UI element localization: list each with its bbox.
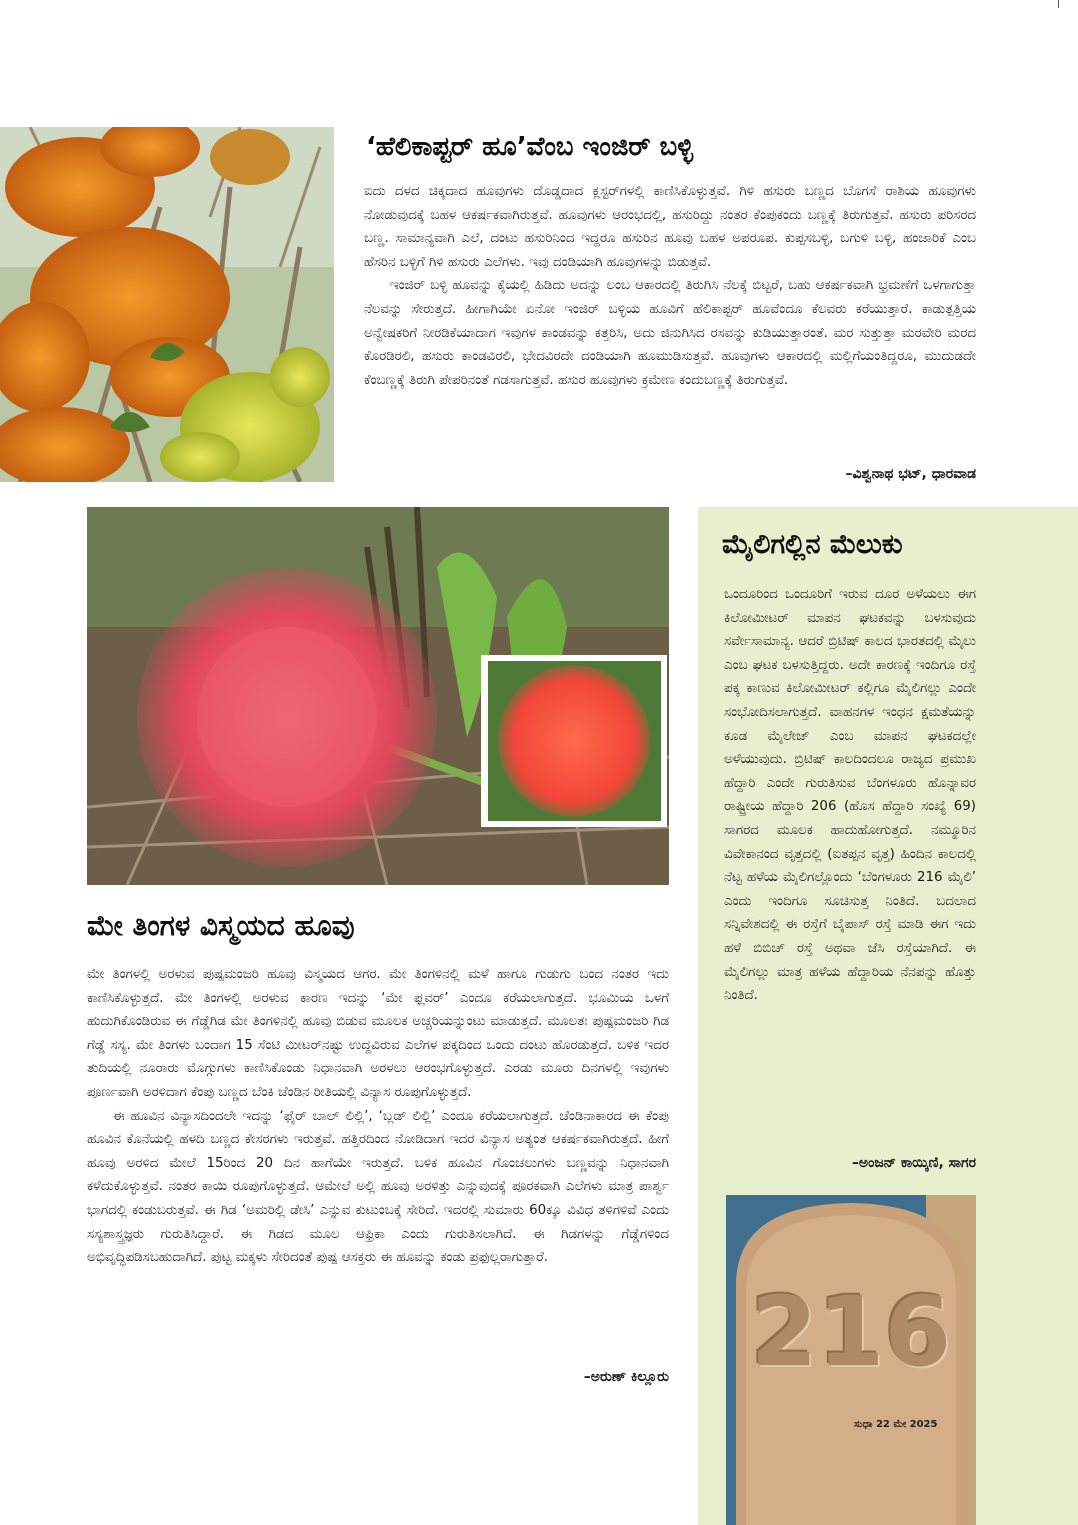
milestone-number: 216 bbox=[750, 1276, 952, 1388]
article1-paragraph-2: ಇಂಜಿರ್ ಬಳ್ಳಿ ಹೂವನ್ನು ಕೈಯಲ್ಲಿ ಹಿಡಿದು ಅದನ್ನು ಲಂಬ ಆಕಾರದಲ್ಲಿ ತಿರುಗಿಸಿ ನೆಲಕ್ಕೆ ಬಿಟ್ಟರೆ, ಬಹು ಆಕರ್ಷಕವಾಗಿ ಭ್ರಮಣೆಗೆ ಒಳಗಾಗುತ್ತಾ ನೆಲವನ್ನು ಸೇರುತ್ತದೆ. ಹೀಗಾಗಿಯೇ ಏನೋ ಇಂಜಿರ್ ಬಳ್ಳಿಯ ಹೂವಿಗೆ ಹೆಲಿಕಾಪ್ಟರ್ ಹೂವೆಂದೂ ಕೆಲವರು ಕರೆಯುತ್ತಾರೆ. ಕಾಡುತ್ಪತ್ತಿಯ ಅನ್ವೇಷಕರಿಗೆ ನೀರಡಿಕೆಯಾದಾಗ ಇವುಗಳ ಕಾಂಡವನ್ನು ಕತ್ತರಿಸಿ, ಅದು ಜಿನುಗಿಸಿದ ರಸವನ್ನು ಕುಡಿಯುತ್ತಾರಂತೆ. ಮರ ಸುತ್ತುತ್ತಾ ಮರವೇರಿ ಮರದ ಕೊರಡಿರಲಿ, ಹಸುರು ಕಾಂಡವಿರಲಿ, ಭೇದವಿರದೇ ದಂಡಿಯಾಗಿ ಹೂಮುಡಿಸುತ್ತವೆ. ಹೂವುಗಳು ಆಕಾರದಲ್ಲಿ ಮಲ್ಲಿಗೆಯಂತಿದ್ದರೂ, ಮುದುಡದೇ ಕೆಂಬಣ್ಣಕ್ಕೆ ತಿರುಗಿ ಪೇಪರಿನಂತೆ ಗಡಸಾಗುತ್ತವೆ. ಹಸುರ ಹೂವುಗಳು ಕ್ರಮೇಣ ಕಂದುಬಣ್ಣಕ್ಕೆ ತಿರುಗುತ್ತವೆ. bbox=[364, 278, 976, 388]
article3-body bbox=[724, 583, 976, 1008]
fireball-lily-photo bbox=[87, 507, 669, 885]
article1-byline: –ವಿಶ್ವನಾಥ ಭಟ್, ಧಾರವಾಡ bbox=[845, 466, 976, 482]
article2-byline: –ಅರುಣ್ ಕಿಲ್ಲೂರು bbox=[583, 1369, 669, 1385]
article2-paragraph-2: ಈ ಹೂವಿನ ವಿನ್ಯಾಸದಿಂದಲೇ ಇದನ್ನು ‘ಫೈರ್ ಬಾಲ್ ಲಿಲ್ಲಿ’, ‘ಬ್ಲಡ್ ಲಿಲ್ಲಿ’ ಎಂದೂ ಕರೆಯಲಾಗುತ್ತದೆ. ಚೆಂಡಿನಾಕಾರದ ಈ ಕೆಂಪು ಹೂವಿನ ಕೊನೆಯಲ್ಲಿ ಹಳದಿ ಬಣ್ಣದ ಕೇಸರಗಳು ಇರುತ್ತವೆ. ಹತ್ತಿರದಿಂದ ನೋಡಿದಾಗ ಇದರ ವಿನ್ಯಾಸ ಅತ್ಯಂತ ಆಕರ್ಷಕವಾಗಿರುತ್ತದೆ. ಹೀಗೆ ಹೂವು ಅರಳಿದ ಮೇಲೆ 15ರಿಂದ 20 ದಿನ ಹಾಗೆಯೇ ಇರುತ್ತದೆ. ಬಳಿಕ ಹೂವಿನ ಗೊಂಚಲುಗಳು ಬಣ್ಣವನ್ನು ನಿಧಾನವಾಗಿ ಕಳೆದುಕೊಳ್ಳುತ್ತವೆ. ನಂತರ ಕಾಯಿ ರೂಪುಗೊಳ್ಳುತ್ತದೆ. ಆಮೇಲೆ ಅಲ್ಲಿ ಹೂವು ಅರಳಿತ್ತು ಎನ್ನುವುದಕ್ಕೆ ಪೂರಕವಾಗಿ ಎಲೆಗಳು ಮಾತ್ರ ಪಾರ್ಶ್ವ ಭಾಗದಲ್ಲಿ ಕಂಡುಬರುತ್ತವೆ. ಈ ಗಿಡ ‘ಅಮರಿಲ್ಲಿ ಡೇಸಿ’ ಎನ್ನುವ ಕುಟುಂಬಕ್ಕೆ ಸೇರಿದೆ. ಇದರಲ್ಲಿ ಸುಮಾರು 60ಕ್ಕೂ ವಿವಿಧ ತಳಿಗಳಿವೆ ಎಂದು ಸಸ್ಯಶಾಸ್ತ್ರಜ್ಞರು ಗುರುತಿಸಿದ್ದಾರೆ. ಈ ಗಿಡದ ಮೂಲ ಆಫ್ರಿಕಾ ಎಂದು ಗುರುತಿಸಲಾಗಿದೆ. ಈ ಗಿಡಗಳನ್ನು ಗೆಡ್ಡೆಗಳಿಂದ ಅಭಿವೃದ್ಧಿಪಡಿಸಬಹುದಾಗಿದೆ. ಪುಟ್ಟ ಮಕ್ಕಳು ಸೇರಿದಂತೆ ಪುಷ್ಪ ಆಸಕ್ತರು ಈ ಹೂವನ್ನು ಕಂಡು ಪ್ರಫುಲ್ಲರಾಗುತ್ತಾರೆ. bbox=[87, 1108, 669, 1266]
issue-footer: ಸುಧಾ 22 ಮೇ 2025 bbox=[854, 1419, 938, 1430]
article2-title: ಮೇ ತಿಂಗಳ ವಿಸ್ಮಯದ ಹೂವು bbox=[87, 909, 355, 942]
article1-body bbox=[364, 180, 976, 392]
article2-body bbox=[87, 963, 669, 1270]
milestone-photo bbox=[726, 1195, 976, 1525]
article2-paragraph-1: ಮೇ ತಿಂಗಳಲ್ಲಿ ಅರಳುವ ಪುಷ್ಪಮಂಜರಿ ಹೂವು ವಿಸ್ಮಯದ ಆಗರ. ಮೇ ತಿಂಗಳಿನಲ್ಲಿ ಮಳೆ ಹಾಗೂ ಗುಡುಗು ಬಂದ ನಂತರ ಇದು ಕಾಣಿಸಿಕೊಳ್ಳುತ್ತದೆ. ಮೇ ತಿಂಗಳಲ್ಲಿ ಅರಳುವ ಕಾರಣ ಇದನ್ನು ‘ಮೇ ಫ್ಲವರ್’ ಎಂದೂ ಕರೆಯಲಾಗುತ್ತದೆ. ಭೂಮಿಯ ಒಳಗೆ ಹುದುಗಿಕೊಂಡಿರುವ ಈ ಗೆಡ್ಡೆಗಿಡ ಮೇ ತಿಂಗಳಿನಲ್ಲಿ ಹೂವು ಬಿಡುವ ಮೂಲಕ ಅಚ್ಚರಿಯನ್ನುಂಟು ಮಾಡುತ್ತದೆ. ಮೂಲತಃ ಪುಷ್ಪಮಂಜರಿ ಗಿಡ ಗೆಡ್ಡೆ ಸಸ್ಯ. ಮೇ ತಿಂಗಳು ಬಂದಾಗ 15 ಸೆಂಟಿ ಮೀಟರ್‌ನಷ್ಟು ಉದ್ದವಿರುವ ಎಲೆಗಳ ಪಕ್ಕದಿಂದ ಒಂದು ದಂಟು ಹೊರಡುತ್ತದೆ. ಬಳಿಕ ಇದರ ತುದಿಯಲ್ಲಿ ನೂರಾರು ಮೊಗ್ಗುಗಳು ಕಾಣಿಸಿಕೊಂಡು ನಿಧಾನವಾಗಿ ಅರಳಲು ಆರಂಭಗೊಳ್ಳುತ್ತದೆ. ಎರಡು ಮೂರು ದಿನಗಳಲ್ಲಿ ಇವುಗಳು ಪೂರ್ಣವಾಗಿ ಅರಳಿದಾಗ ಕೆಂಪು ಬಣ್ಣದ ಬೆಂಕಿ ಚೆಂಡಿನ ರೀತಿಯಲ್ಲಿ ವಿನ್ಯಾಸ ರೂಪುಗೊಳ್ಳುತ್ತದೆ. bbox=[87, 967, 669, 1100]
article1-title: ‘ಹೆಲಿಕಾಪ್ಟರ್ ಹೂ’ವೆಂಬ ಇಂಜಿರ್ ಬಳ್ಳಿ bbox=[366, 132, 694, 162]
fireball-lily-illustration bbox=[87, 507, 669, 885]
orange-flower-illustration bbox=[0, 127, 334, 482]
article1-paragraph-1: ಐದು ದಳದ ಚಿಕ್ಕದಾದ ಹೂವುಗಳು ದೊಡ್ಡದಾದ ಕ್ಲಸ್ಟರ್‌ಗಳಲ್ಲಿ ಕಾಣಿಸಿಕೊಳ್ಳುತ್ತವೆ. ಗಿಳಿ ಹಸುರು ಬಣ್ಣದ ಬೊಗಸೆ ರಾಶಿಯ ಹೂವುಗಳು ನೋಡುವುದಕ್ಕೆ ಬಹಳ ಆಕರ್ಷಕವಾಗಿರುತ್ತವೆ. ಹೂವುಗಳು ಆರಂಭದಲ್ಲಿ, ಹಸುರಿದ್ದು ನಂತರ ಕೆಂಪುಕಂದು ಬಣ್ಣಕ್ಕೆ ತಿರುಗುತ್ತವೆ. ಹಸುರು ಪರಿಸರದ ಬಣ್ಣ. ಸಾಮಾನ್ಯವಾಗಿ ಎಲೆ, ದಂಟು ಹಸುರಿನಿಂದ ಇದ್ದರೂ ಹಸುರಿನ ಹೂವು ಬಹಳ ಅಪರೂಪ. ಕುಪ್ಪಸಬಳ್ಳಿ, ಬಗುಳಿ ಬಳ್ಳಿ, ಹಂಜಾರಿಕೆ ಎಂಬ ಹೆಸರಿನ ಬಳ್ಳಿಗೆ ಗಿಳಿ ಹಸುರು ಎಲೆಗಳು. ಇವು ದಂಡಿಯಾಗಿ ಹೂವುಗಳನ್ನು ಬಿಡುತ್ತವೆ. bbox=[364, 184, 976, 270]
crop-mark-top-right bbox=[1058, 0, 1059, 8]
article3-title: ಮೈಲಿಗಲ್ಲಿನ ಮೆಲುಕು bbox=[722, 529, 903, 560]
orange-flower-photo bbox=[0, 127, 334, 482]
article3-paragraph-1: ಒಂದೂರಿಂದ ಒಂದೂರಿಗೆ ಇರುವ ದೂರ ಅಳೆಯಲು ಈಗ ಕಿಲೋಮೀಟರ್ ಮಾಪನ ಘಟಕವನ್ನು ಬಳಸುವುದು ಸರ್ವೇಸಾಮಾನ್ಯ. ಆದರೆ ಬ್ರಿಟಿಷ್ ಕಾಲದ ಭಾರತದಲ್ಲಿ ಮೈಲು ಎಂಬ ಘಟಕ ಬಳಸುತ್ತಿದ್ದರು. ಅದೇ ಕಾರಣಕ್ಕೆ ಇಂದಿಗೂ ರಸ್ತೆ ಪಕ್ಕ ಕಾಣುವ ಕಿಲೋಮೀಟರ್ ಕಲ್ಲಿಗೂ ಮೈಲಿಗಲ್ಲು ಎಂದೇ ಸಂಭೋದಿಸಲಾಗುತ್ತದೆ. ವಾಹನಗಳ ಇಂಧನ ಕ್ಷಮತೆಯನ್ನು ಕೂಡ ಮೈಲೇಜ್ ಎಂಬ ಮಾಪನ ಘಟಕದಲ್ಲೇ ಅಳೆಯುವುದು. ಬ್ರಿಟಿಷ್ ಕಾಲದಿಂದಲೂ ರಾಜ್ಯದ ಪ್ರಮುಖ ಹೆದ್ದಾರಿ ಎಂದೇ ಗುರುತಿಸುವ ಬೆಂಗಳೂರು ಹೊನ್ನಾವರ ರಾಷ್ಟ್ರೀಯ ಹೆದ್ದಾರಿ 206 (ಹೊಸ ಹೆದ್ದಾರಿ ಸಂಖ್ಯೆ 69) ಸಾಗರದ ಮೂಲಕ ಹಾದುಹೋಗುತ್ತದೆ. ನಮ್ಮೂರಿನ ವಿವೇಕಾನಂದ ವೃತ್ತದಲ್ಲಿ (ಐತಪ್ಪನ ವೃತ್ತ) ಹಿಂದಿನ ಕಾಲದಲ್ಲಿ ನೆಟ್ಟ ಹಳೆಯ ಮೈಲಿಗಲ್ಲೊಂದು ‘ಬೆಂಗಳೂರು 216 ಮೈಲಿ’ ಎಂದು ಇಂದಿಗೂ ಸೂಚಿಸುತ್ತ ನಿಂತಿದೆ. ಬದಲಾದ ಸನ್ನಿವೇಶದಲ್ಲಿ ಈ ರಸ್ತೆಗೆ ಬೈಪಾಸ್ ರಸ್ತೆ ಮಾಡಿ ಈಗ ಇದು ಹಳೆ ಬಿಬಿಚ್ ರಸ್ತೆ ಅಥವಾ ಜೆಸಿ ರಸ್ತೆಯಾಗಿದೆ. ಈ ಮೈಲಿಗಲ್ಲು ಮಾತ್ರ ಹಳೆಯ ಹೆದ್ದಾರಿಯ ನೆನಪನ್ನು ಹೊತ್ತು ನಿಂತಿದೆ. bbox=[724, 587, 976, 1004]
article3-byline: –ಅಂಜನ್ ಕಾಯ್ಕಿಣಿ, ಸಾಗರ bbox=[851, 1155, 976, 1171]
